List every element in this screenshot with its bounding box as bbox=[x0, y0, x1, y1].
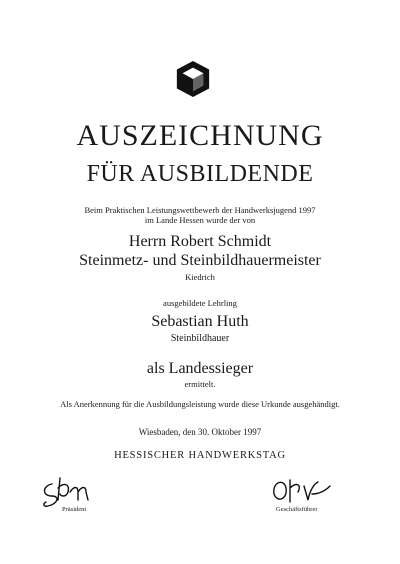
certificate-title: AUSZEICHNUNG bbox=[76, 119, 324, 152]
acknowledgement-text: Als Anerkennung für die Ausbildungsleistung wurde diese Urkunde ausgehändigt. bbox=[60, 399, 340, 409]
apprentice-profession: Steinbildhauer bbox=[170, 333, 230, 344]
handwerk-cube-logo-icon bbox=[174, 60, 212, 98]
managing-director-label: Geschäftsführer bbox=[276, 506, 318, 513]
result-suffix: ermittelt. bbox=[184, 379, 216, 389]
intro-text-line-2: im Lande Hessen wurde der von bbox=[144, 215, 256, 225]
trainer-profession: Steinmetz- und Steinbildhauermeister bbox=[79, 252, 321, 269]
intro-text-line-1: Beim Praktischen Leistungswettbewerb der Handwerksjugend 1997 bbox=[84, 205, 316, 215]
managing-director-signature bbox=[268, 476, 338, 506]
result-title: als Landessieger bbox=[146, 360, 254, 377]
apprentice-label: ausgebildete Lehrling bbox=[163, 298, 237, 308]
apprentice-name: Sebastian Huth bbox=[151, 313, 249, 330]
trainer-name: Herrn Robert Schmidt bbox=[128, 233, 272, 250]
place-and-date: Wiesbaden, den 30. Oktober 1997 bbox=[138, 427, 262, 437]
president-label: Präsident bbox=[62, 506, 87, 513]
trainer-place: Kiedrich bbox=[185, 272, 215, 282]
certificate-subtitle: FÜR AUSBILDENDE bbox=[86, 161, 314, 187]
organization-name: HESSISCHER HANDWERKSTAG bbox=[114, 450, 286, 461]
